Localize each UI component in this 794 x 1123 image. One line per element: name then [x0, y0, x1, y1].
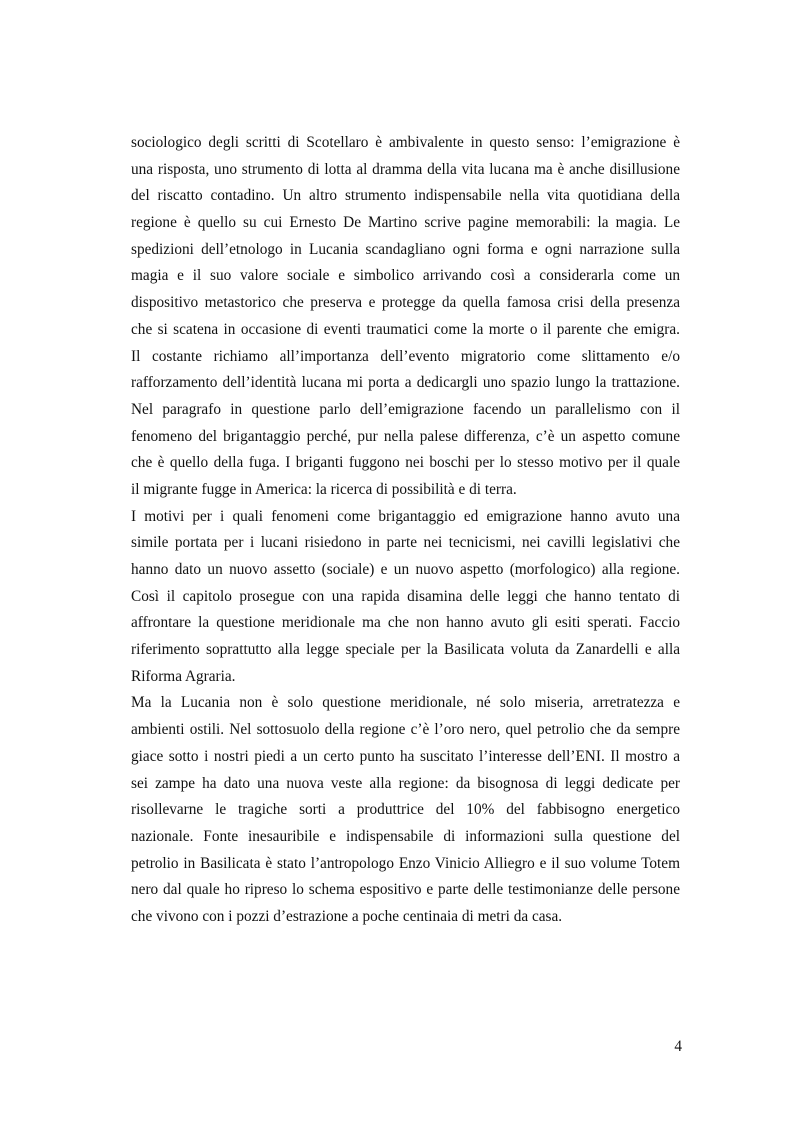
text-line: che si scatena in occasione di eventi traumatici come la morte o il parente che emigra.	[131, 320, 680, 338]
text-line: Così il capitolo prosegue con una rapida disamina delle leggi che hanno tentato di	[131, 587, 680, 605]
text-line: simile portata per i lucani risiedono in parte nei tecnicismi, nei cavilli legislativi che	[131, 534, 680, 552]
text-line: del riscatto contadino. Un altro strumento indispensabile nella vita quotidiana della	[131, 187, 680, 205]
text-line: una risposta, uno strumento di lotta al dramma della vita lucana ma è anche disillusione	[131, 160, 680, 178]
text-line: nazionale. Fonte inesauribile e indispensabile di informazioni sulla questione del	[131, 827, 680, 845]
text-line: Ma la Lucania non è solo questione meridionale, né solo miseria, arretratezza e	[131, 694, 680, 712]
text-line: nero dal quale ho ripreso lo schema espositivo e parte delle testimonianze delle persone	[131, 881, 680, 899]
text-line: sociologico degli scritti di Scotellaro è ambivalente in questo senso: l’emigrazione è	[131, 134, 680, 151]
text-line: fenomeno del brigantaggio perché, pur nella palese differenza, c’è un aspetto comune	[131, 427, 680, 445]
text-line: dispositivo metastorico che preserva e protegge da quella famosa crisi della presenza	[131, 294, 680, 312]
page-number: 4	[674, 1038, 682, 1055]
text-line: Il costante richiamo all’importanza dell’evento migratorio come slittamento e/o	[131, 347, 680, 365]
text-line: il migrante fugge in America: la ricerca di possibilità e di terra.	[131, 480, 517, 498]
text-line: Riforma Agraria.	[131, 667, 236, 685]
text-line: petrolio in Basilicata è stato l’antropologo Enzo Vinicio Alliegro e il suo volume Totem	[131, 854, 680, 872]
text-line: I motivi per i quali fenomeni come brigantaggio ed emigrazione hanno avuto una	[131, 507, 680, 525]
text-line: Nel paragrafo in questione parlo dell’emigrazione facendo un parallelismo con il	[131, 400, 680, 418]
text-line: sei zampe ha dato una nuova veste alla regione: da bisognosa di leggi dedicate per	[131, 774, 680, 792]
text-line: magia e il suo valore sociale e simbolico arrivando così a considerarla come un	[131, 267, 680, 285]
text-line: che vivono con i pozzi d’estrazione a poche centinaia di metri da casa.	[131, 907, 563, 925]
text-line: ambienti ostili. Nel sottosuolo della regione c’è l’oro nero, quel petrolio che da sempre	[131, 721, 680, 739]
text-line: regione è quello su cui Ernesto De Martino scrive pagine memorabili: la magia. Le	[131, 214, 680, 232]
text-line: risollevarne le tragiche sorti a produttrice del 10% del fabbisogno energetico	[131, 801, 680, 819]
text-line: rafforzamento dell’identità lucana mi porta a dedicargli uno spazio lungo la trattazione.	[131, 374, 680, 392]
text-line: riferimento soprattutto alla legge speciale per la Basilicata voluta da Zanardelli e alla	[131, 641, 680, 659]
text-line: giace sotto i nostri piedi a un certo punto ha suscitato l’interesse dell’ENI. Il mostro a	[131, 747, 680, 765]
text-line: che è quello della fuga. I briganti fuggono nei boschi per lo stesso motivo per il quale	[131, 454, 680, 472]
text-line: spedizioni dell’etnologo in Lucania scandagliano ogni forma e ogni narrazione sulla	[131, 240, 680, 258]
body-text	[131, 130, 680, 931]
text-line: affrontare la questione meridionale ma che non hanno avuto gli esiti sperati. Faccio	[131, 614, 680, 632]
text-line: hanno dato un nuovo assetto (sociale) e un nuovo aspetto (morfologico) alla regione.	[131, 561, 680, 578]
